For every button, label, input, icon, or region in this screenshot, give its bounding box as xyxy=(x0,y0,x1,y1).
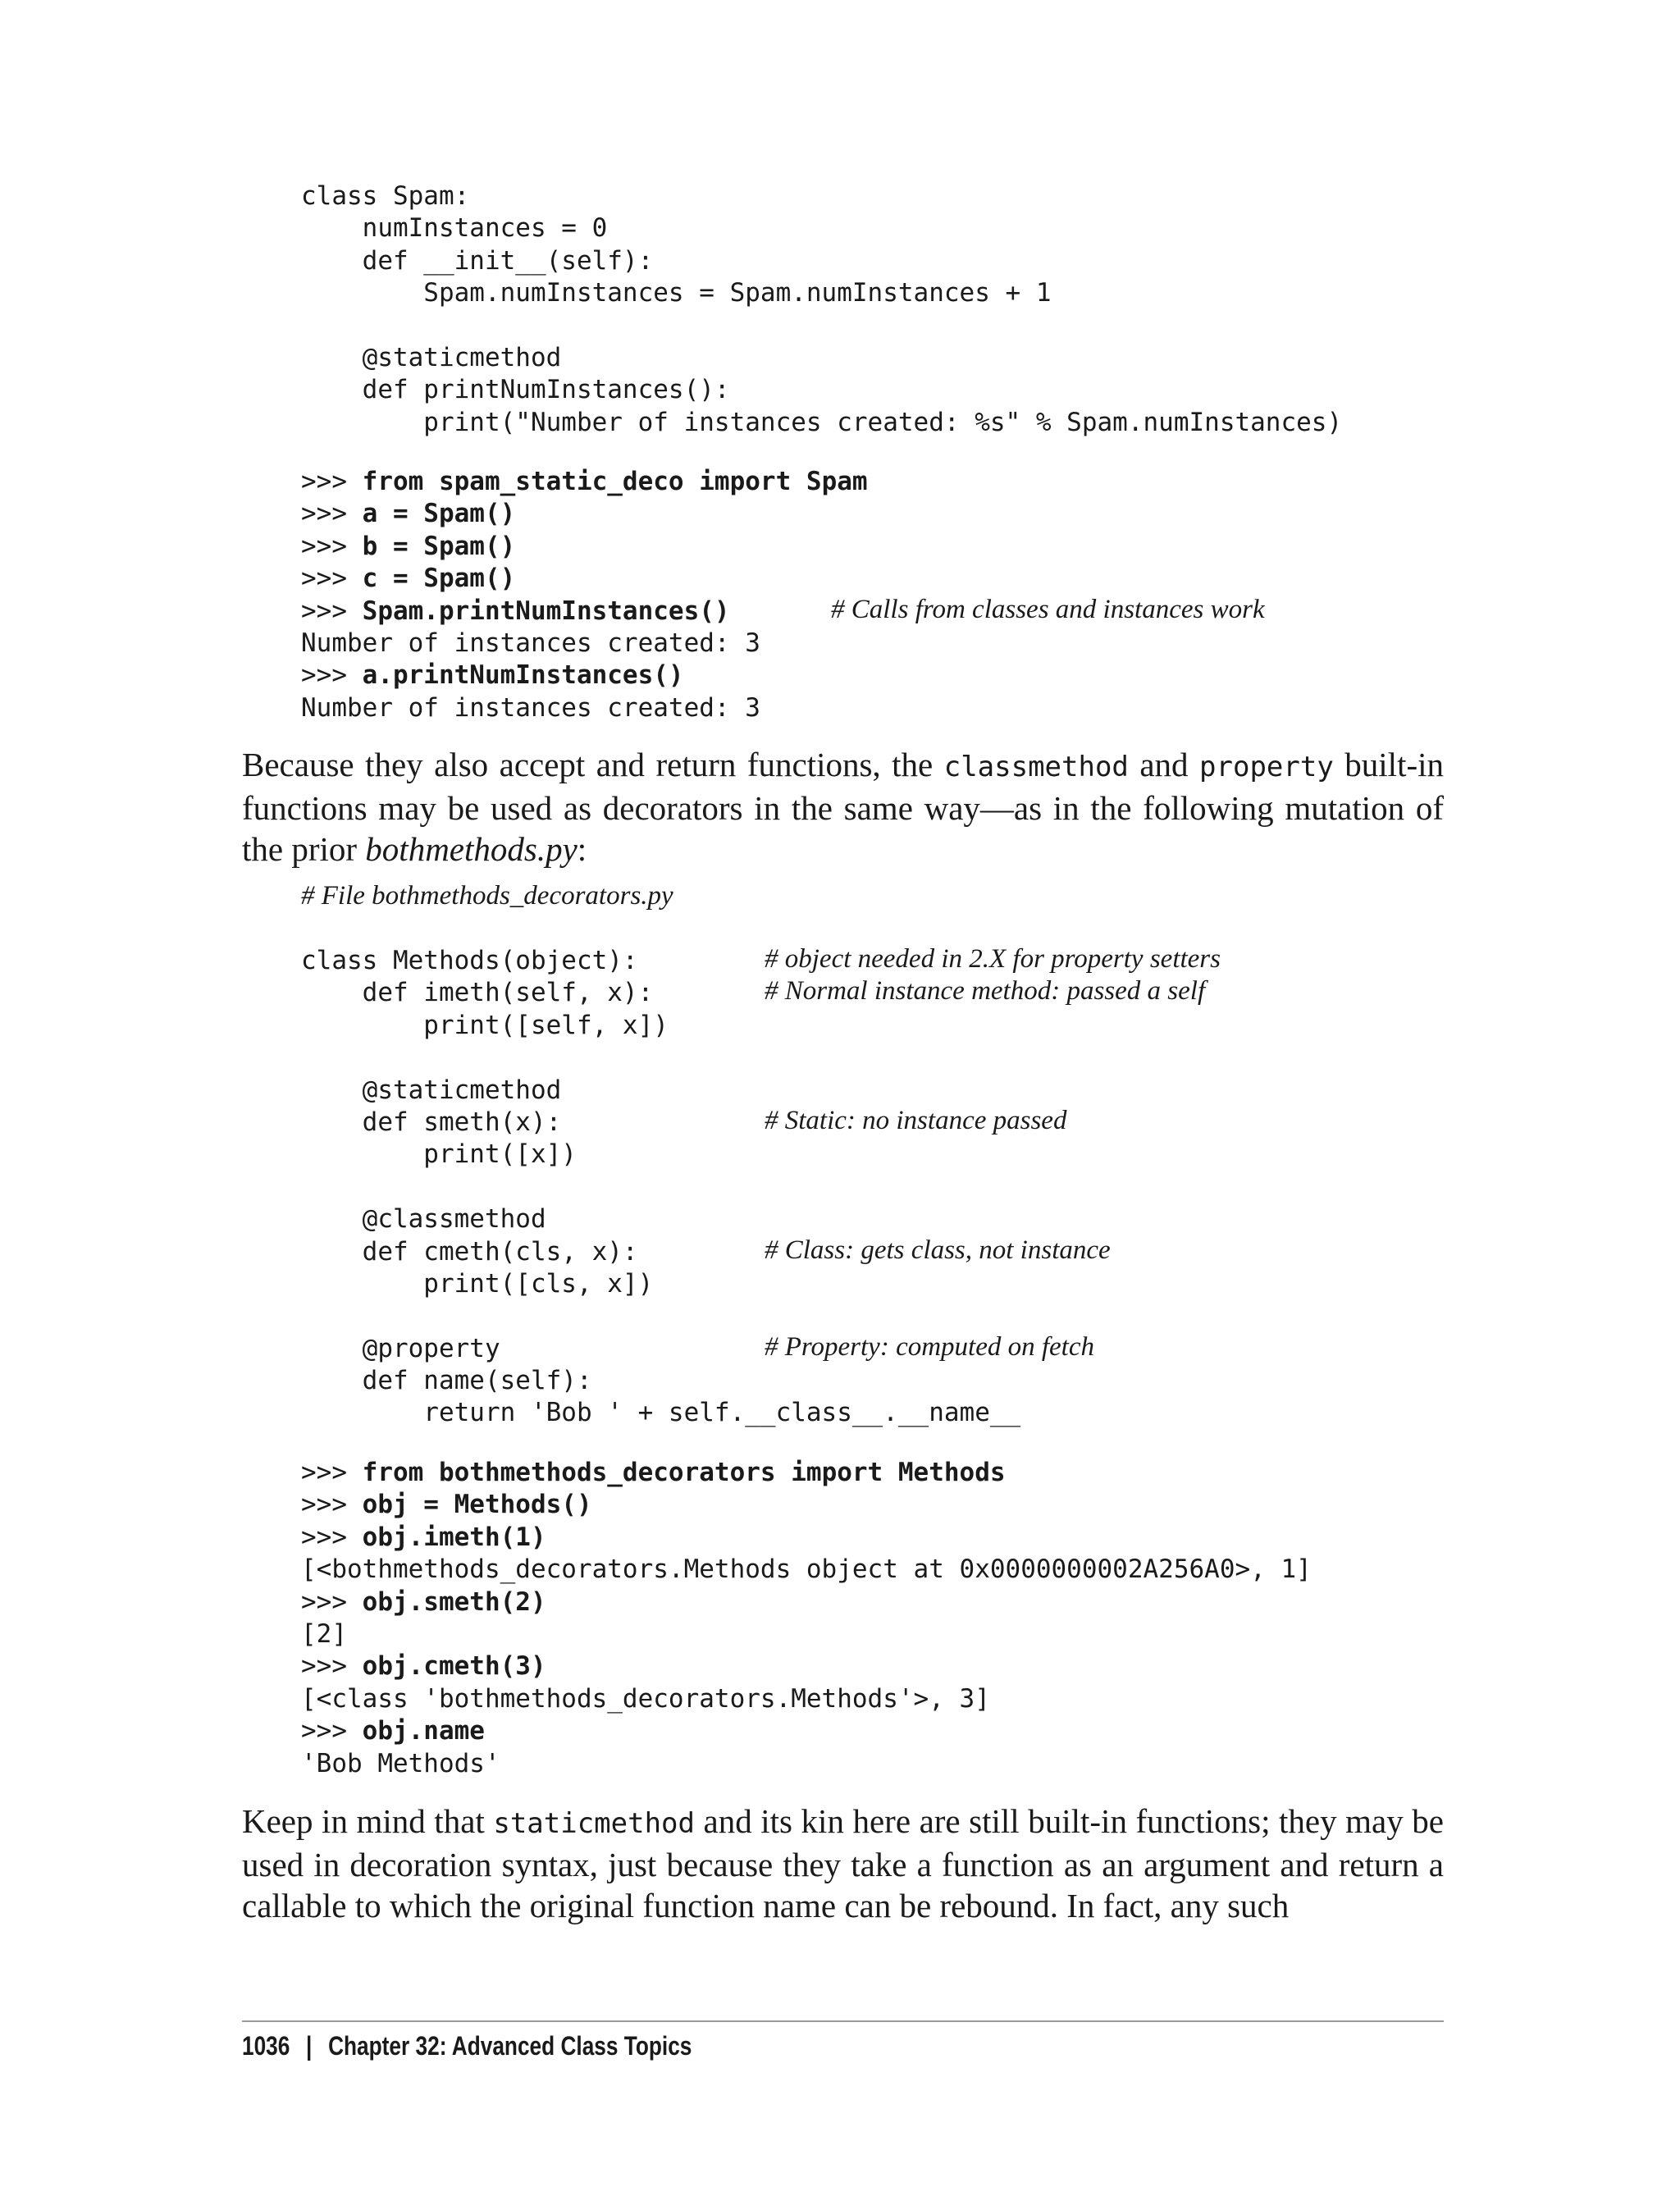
code-line xyxy=(301,1203,1020,1235)
session-command-line xyxy=(301,1586,1312,1618)
footer-divider xyxy=(242,2020,1444,2022)
paragraph-decorators-intro xyxy=(242,744,1444,870)
session-command-line xyxy=(301,563,868,595)
file-name-comment: # File bothmethods_decorators.py xyxy=(301,881,673,911)
prompt-symbol: >>> xyxy=(301,1586,363,1617)
session-output-line xyxy=(301,1554,1312,1586)
session-command-line xyxy=(301,1457,1312,1489)
inline-code-property: property xyxy=(1199,751,1334,783)
paragraph-text: Keep in mind that xyxy=(242,1802,494,1840)
code-line xyxy=(301,1139,1020,1171)
footer-separator: | xyxy=(306,2031,313,2061)
session-output-line xyxy=(301,692,868,724)
code-line: numInstances = 0 xyxy=(301,213,608,244)
code-line xyxy=(301,1171,1020,1203)
session-output: [<class 'bothmethods_decorators.Methods'>, 3] xyxy=(301,1683,990,1714)
session-output-line xyxy=(301,1748,1312,1780)
session-command-line xyxy=(301,1650,1312,1682)
code-text: def smeth(x): xyxy=(301,1107,562,1137)
session-command-line xyxy=(301,498,868,530)
code-line xyxy=(301,1010,1020,1042)
code-line xyxy=(301,1235,1111,1268)
code-line xyxy=(301,1331,1094,1365)
session-output-line xyxy=(301,1683,1312,1715)
code-line: Spam.numInstances = Spam.numInstances + 1 xyxy=(301,278,1052,308)
code-line xyxy=(301,944,1221,977)
session-command-line xyxy=(301,594,1265,628)
code-comment: # Property: computed on fetch xyxy=(765,1331,1094,1362)
session-output-line xyxy=(301,628,868,660)
filename-emphasis: bothmethods.py xyxy=(365,830,578,868)
prompt-symbol: >>> xyxy=(301,1522,363,1552)
prompt-symbol: >>> xyxy=(301,1716,363,1746)
code-text: return 'Bob ' + self.__class__.__name__ xyxy=(301,1398,1021,1428)
session-output: Number of instances created: 3 xyxy=(301,692,760,723)
session-command: obj.smeth(2) xyxy=(362,1586,546,1617)
code-text: print([cls, x]) xyxy=(301,1268,654,1299)
code-line xyxy=(301,1397,1020,1429)
code-block-spam-class xyxy=(301,180,1342,439)
code-text: class Methods(object): xyxy=(301,946,638,975)
code-line xyxy=(301,1300,1020,1332)
session-command-line xyxy=(301,466,868,498)
code-line xyxy=(301,976,1206,1009)
session-output: 'Bob Methods' xyxy=(301,1748,500,1778)
code-comment: # Class: gets class, not instance xyxy=(765,1235,1111,1265)
session-command-line xyxy=(301,1715,1312,1747)
code-line xyxy=(301,1268,1020,1300)
session-command: c = Spam() xyxy=(362,564,516,594)
session-output: [<bothmethods_decorators.Methods object at 0x0000000002A256A0>, 1] xyxy=(301,1554,1312,1585)
code-text: @property xyxy=(301,1333,500,1363)
session-command: obj.name xyxy=(362,1716,485,1746)
session-command-line xyxy=(301,660,868,692)
prompt-symbol: >>> xyxy=(301,467,363,496)
session-command: obj.imeth(1) xyxy=(362,1522,546,1552)
code-text: def imeth(self, x): xyxy=(301,978,654,1008)
prompt-symbol: >>> xyxy=(301,1490,363,1520)
paragraph-staticmethod-note xyxy=(242,1801,1444,1926)
page-number: 1036 xyxy=(242,2031,290,2061)
session-command: Spam.printNumInstances() xyxy=(362,596,730,626)
session-output-line xyxy=(301,1618,1312,1650)
prompt-symbol: >>> xyxy=(301,1458,363,1487)
prompt-symbol: >>> xyxy=(301,660,363,691)
code-block-methods-class xyxy=(301,944,1221,1430)
code-text: @staticmethod xyxy=(301,1075,562,1105)
code-line: class Spam: xyxy=(301,181,470,211)
code-line xyxy=(301,1075,1020,1107)
code-line xyxy=(301,1042,1020,1074)
code-text: print([x]) xyxy=(301,1139,577,1170)
code-text: def name(self): xyxy=(301,1366,592,1396)
paragraph-text: and its kin here are still built-in functions; they may be used in decoration syntax, just because they take a function as an argument and return a callable to which the original function name can be rebound. In fact, any such xyxy=(242,1802,1444,1924)
session-command: a = Spam() xyxy=(362,499,516,529)
session-command-line xyxy=(301,531,868,563)
inline-code-classmethod: classmethod xyxy=(943,751,1129,783)
session-command: a.printNumInstances() xyxy=(362,660,684,691)
prompt-symbol: >>> xyxy=(301,564,363,594)
code-text: def cmeth(cls, x): xyxy=(301,1236,638,1267)
code-line xyxy=(301,1105,1067,1139)
code-line xyxy=(301,1365,1020,1397)
code-comment: # Normal instance method: passed a self xyxy=(765,976,1206,1007)
session-output: [2] xyxy=(301,1618,347,1649)
session-command: from spam_static_deco import Spam xyxy=(362,467,868,496)
code-comment: # Static: no instance passed xyxy=(765,1105,1067,1135)
paragraph-text: : xyxy=(577,830,587,868)
prompt-symbol: >>> xyxy=(301,531,363,561)
session-command: b = Spam() xyxy=(362,531,516,561)
code-text: @classmethod xyxy=(301,1204,546,1235)
prompt-symbol: >>> xyxy=(301,596,363,626)
code-text: print([self, x]) xyxy=(301,1010,669,1040)
code-line: print("Number of instances created: %s" % Spam.numInstances) xyxy=(301,407,1343,437)
code-line: def printNumInstances(): xyxy=(301,375,730,405)
prompt-symbol: >>> xyxy=(301,499,363,529)
interactive-session-spam xyxy=(301,466,1265,724)
code-comment: # Calls from classes and instances work xyxy=(831,594,1265,624)
session-command: from bothmethods_decorators import Methods xyxy=(362,1458,1006,1487)
chapter-title: Chapter 32: Advanced Class Topics xyxy=(328,2031,692,2061)
session-command: obj = Methods() xyxy=(362,1490,592,1520)
code-line: @staticmethod xyxy=(301,342,562,372)
code-line xyxy=(301,310,1342,342)
code-comment: # object needed in 2.X for property setters xyxy=(765,944,1221,974)
prompt-symbol: >>> xyxy=(301,1651,363,1682)
paragraph-text: and xyxy=(1128,746,1200,783)
session-command: obj.cmeth(3) xyxy=(362,1651,546,1682)
paragraph-text: built-in functions may be used as decorators in the same way—as in the following mutation of the prior xyxy=(242,746,1445,868)
paragraph-text: Because they also accept and return functions, the xyxy=(242,746,944,783)
interactive-session-methods xyxy=(301,1457,1312,1780)
inline-code-staticmethod: staticmethod xyxy=(493,1807,695,1840)
session-output: Number of instances created: 3 xyxy=(301,628,760,658)
page-footer xyxy=(242,2031,692,2061)
session-command-line xyxy=(301,1522,1312,1554)
code-line: def __init__(self): xyxy=(301,245,654,276)
session-command-line xyxy=(301,1489,1312,1521)
